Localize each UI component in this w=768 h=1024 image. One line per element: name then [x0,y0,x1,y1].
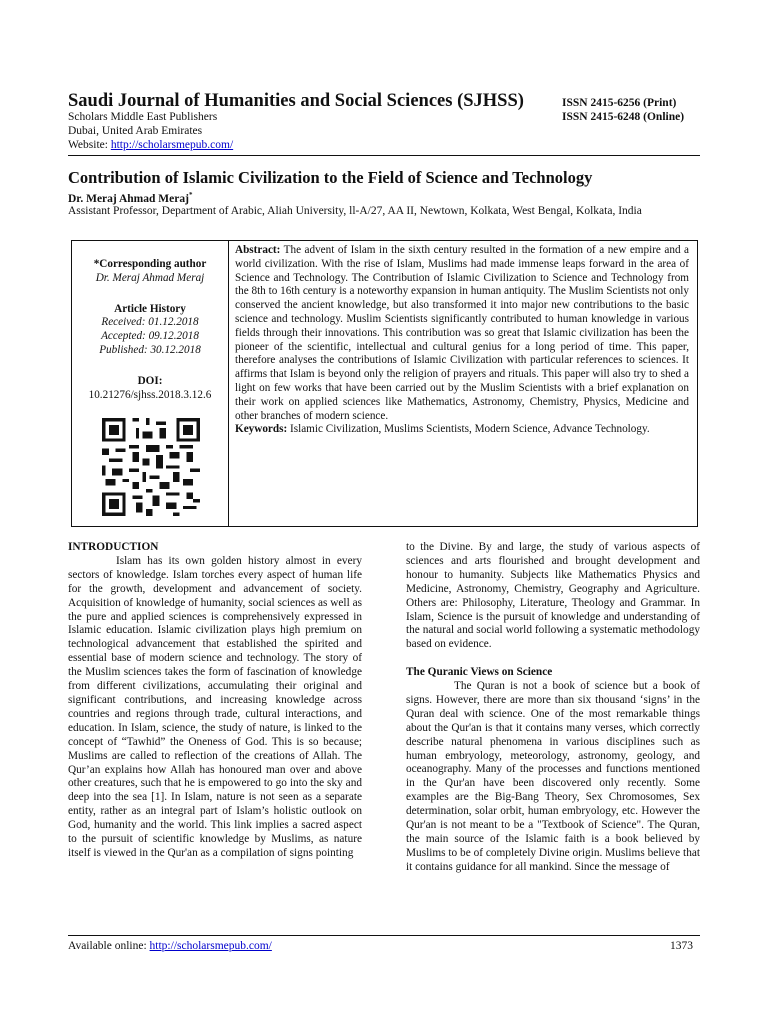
abstract-label: Abstract: [235,244,281,256]
article-history-label: Article History [114,302,186,315]
footer-availability [68,940,272,952]
website-line [68,139,233,151]
accepted-date: Accepted: 09.12.2018 [101,330,199,343]
quranic-views-heading: The Quranic Views on Science [406,666,553,679]
introduction-continued: to the Divine. By and large, the study of various aspects of sciences and arts flourished and brought development and honour to humanity. Subjects like Mathematics Physics and Medicine, Astronomy, Chemistry, Geography and Agriculture. Others are: Philosophy, Literature, Theology and Grammar. In Islam, Science is the pursuit of knowledge and understanding of the natural and social world following a systematic methodology based on evidence. [406,541,700,651]
author-affiliation: Assistant Professor, Department of Arabic, Aliah University, ll-A/27, AA II, Newtown, Kolkata, West Bengal, Kolkata, India [68,205,642,217]
abstract-panel [235,244,689,437]
keywords-block [235,423,689,437]
abstract-text: The advent of Islam in the sixth century resulted in the formation of a new empire and a world civilization. With the rise of Islam, Muslims had made immense leaps forward in the area of Science and Technology. The Contribution of Islamic Civilization to Science and Technology from the 8th to 16th century is a noteworthy expansion in human antiquity. The Muslim Scientists not only conserved the ancient knowledge, but also transformed it into major new contributions to the basic science and technology. Muslim Scientists significantly contributed to human knowledge in various fields through their innovations. This contribution was so great that Islamic civilization has been the pioneer of the scientific, intellectual and cultural genius for a long period of time. This paper, therefore analyses the contributions of Islamic Civilization with particular references to sciences. It affirms that Islam is beyond only the religion of prayers and rituals. This paper will also try to shed a light on few works that have been carried out by the Muslim Scientists with a brief explanation on their work on applied sciences like Mathematics, Astronomy, Chemistry, Physics, Medicine and other branches of modern science. [235,244,689,422]
author-name: Dr. Meraj Ahmad Meraj [68,192,189,205]
article-info-box [71,240,698,527]
received-date: Received: 01.12.2018 [101,316,199,329]
corresponding-author-name: Dr. Meraj Ahmad Meraj [95,271,205,284]
issn-online: ISSN 2415-6248 (Online) [562,111,685,123]
keywords-text: Islamic Civilization, Muslims Scientists, Modern Science, Advance Technology. [287,423,650,436]
corresponding-author-label: *Corresponding author [93,258,207,270]
author-line [68,191,192,205]
publisher-location: Dubai, United Arab Emirates [68,125,203,137]
author-mark: * [188,191,193,199]
journal-title: Saudi Journal of Humanities and Social Sciences (SJHSS) [68,91,524,111]
website-link[interactable]: http://scholarsmepub.com/ [110,139,234,151]
doi-value: 10.21276/sjhss.2018.3.12.6 [88,388,212,401]
publisher-name: Scholars Middle East Publishers [68,111,218,123]
footer-rule [68,935,700,936]
published-date: Published: 30.12.2018 [99,343,201,356]
header-rule [68,155,700,156]
available-online-link[interactable]: http://scholarsmepub.com/ [149,940,272,952]
available-online-label: Available online: [68,940,150,952]
quranic-views-paragraph: The Quran is not a book of science but a book of signs. However, there are more than six thousand ‘signs’ in the Quran deal with science. One of the most remarkable things about the Qur'an is that it contains many verses, which correctly describe natural phenomena in various disciplines such as human embryology, meteorology, astronomy, geology, and oceanography. Many of the processes and functions mentioned in the Qur'an have been discovered only recently. Some examples are the Big-Bang Theory, Sex Chromosomes, Sex determination, solar orbit, human embryology, etc. However the Qur'an is not meant to be a "Textbook of Science". The Quran, the main source of the Islamic faith is a book believed by Muslims to be of completely Divine origin. Muslims believe that it contains guidance for all mankind. Since the message of [406,680,700,873]
website-label: Website: [68,139,111,151]
keywords-label: Keywords: [235,423,288,436]
page-number: 1373 [670,940,693,952]
article-title: Contribution of Islamic Civilization to the Field of Science and Technology [68,168,593,187]
abstract-block [235,244,689,423]
right-column [406,541,700,875]
issn-print: ISSN 2415-6256 (Print) [562,97,677,109]
article-meta-panel [72,241,229,526]
introduction-heading: INTRODUCTION [68,541,159,553]
introduction-paragraph: Islam has its own golden history almost in every sectors of knowledge. Islam torches every aspect of human life for the growth, development and advancement of society. Acquisition of knowledge of humanity, social sciences as well as the pure and applied sciences is comprehensively expressed in Islamic education. Islamic civilization plays high premium on technological advancement that established the spirited and essential base of modern science and technology. The story of the Muslim sciences takes the form of fascination of knowledge from different civilizations, accumulating their original and significant contributions, and increasing knowledge across countries and regions through trade, cultural interactions, and education. In Islam, science, the study of nature, is linked to the concept of “Tawhid” the Oneness of God. This is so because; Muslims are called to reflection of the creations of Allah. The Qur’an explains how Allah has honoured man over and above other creatures, such that he is empowered to go into the sky and deep into the sea [1]. In Islam, nature is not seen as a separate entity, rather as an integral part of Islam’s holistic outlook on God, humanity and the world. This link implies a sacred aspect to the pursuit of scientific knowledge by Muslims, as nature itself is viewed in the Qur'an as a compilation of signs pointing [68,554,362,859]
qr-code-icon [102,418,200,516]
doi-label: DOI: [137,374,163,387]
left-column [68,541,362,861]
